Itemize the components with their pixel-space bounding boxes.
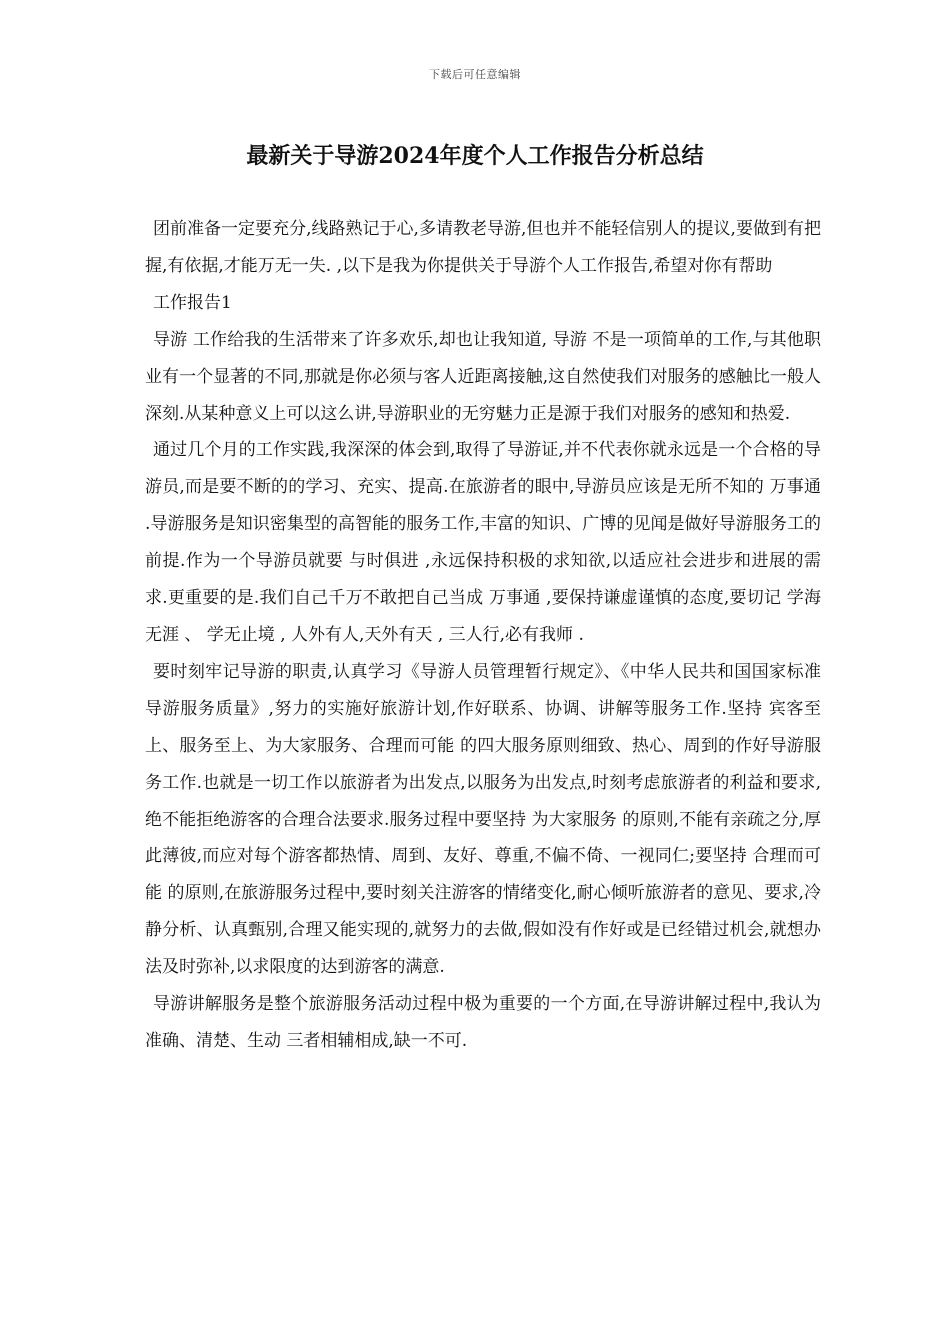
paragraph: 导游 工作给我的生活带来了许多欢乐,却也让我知道, 导游 不是一项简单的工作,与其他职业有一个显著的不同,那就是你必须与客人近距离接触,这自然使我们对服务的感触比一般人深刻.从某种意义上可以这么讲,导游职业的无穷魅力正是源于我们对服务的感知和热爱.: [145, 329, 821, 424]
paragraph: 通过几个月的工作实践,我深深的体会到,取得了导游证,并不代表你就永远是一个合格的导游员,而是要不断的的学习、充实、提高.在旅游者的眼中,导游员应该是无所不知的 万事通 .导游服务是知识密集型的高智能的服务工作,丰富的知识、广博的见闻是做好导游服务工的前提.作为一个导游员就要 与时俱进 ,永远保持积极的求知欲,以适应社会进步和进展的需求.更重要的是.我们自己千万不敢把自己当成 万事通 ,要保持谦虚谨慎的态度,要切记 学海无涯 、 学无止境 , 人外有人,天外有天 , 三人行,必有我师 .: [145, 440, 821, 645]
paragraph: 导游讲解服务是整个旅游服务活动过程中极为重要的一个方面,在导游讲解过程中,我认为 准确、清楚、生动 三者相辅相成,缺一不可.: [145, 994, 821, 1051]
paragraph-intro: 团前准备一定要充分,线路熟记于心,多请教老导游,但也并不能轻信别人的提议,要做到有把握,有依据,才能万无一失. ,以下是我为你提供关于导游个人工作报告,希望对你有帮助: [145, 219, 821, 276]
header-note: 下载后可任意编辑: [429, 68, 521, 81]
paragraph: 要时刻牢记导游的职责,认真学习《导游人员管理暂行规定》、《中华人民共和国国家标准导游服务质量》,努力的实施好旅游计划,作好联系、协调、讲解等服务工作.坚持 宾客至上、服务至上、为大家服务、合理而可能 的四大服务原则细致、热心、周到的作好导游服务工作.也就是一切工作以旅游者为出发点,以服务为出发点,时刻考虑旅游者的利益和要求,绝不能拒绝游客的合理合法要求.服务过程中要坚持 为大家服务 的原则,不能有亲疏之分,厚此薄彼,而应对每个游客都热情、周到、友好、尊重,不偏不倚、一视同仁;要坚持 合理而可能 的原则,在旅游服务过程中,要时刻关注游客的情绪变化,耐心倾听旅游者的意见、要求,冷静分析、认真甄别,合理又能实现的,就努力的去做,假如没有作好或是已经错过机会,就想办法及时弥补,以求限度的达到游客的满意.: [145, 661, 821, 978]
section-heading: 工作报告1: [153, 292, 232, 313]
document-body: [145, 211, 821, 1060]
document-title: 最新关于导游2024年度个人工作报告分析总结: [246, 143, 704, 169]
